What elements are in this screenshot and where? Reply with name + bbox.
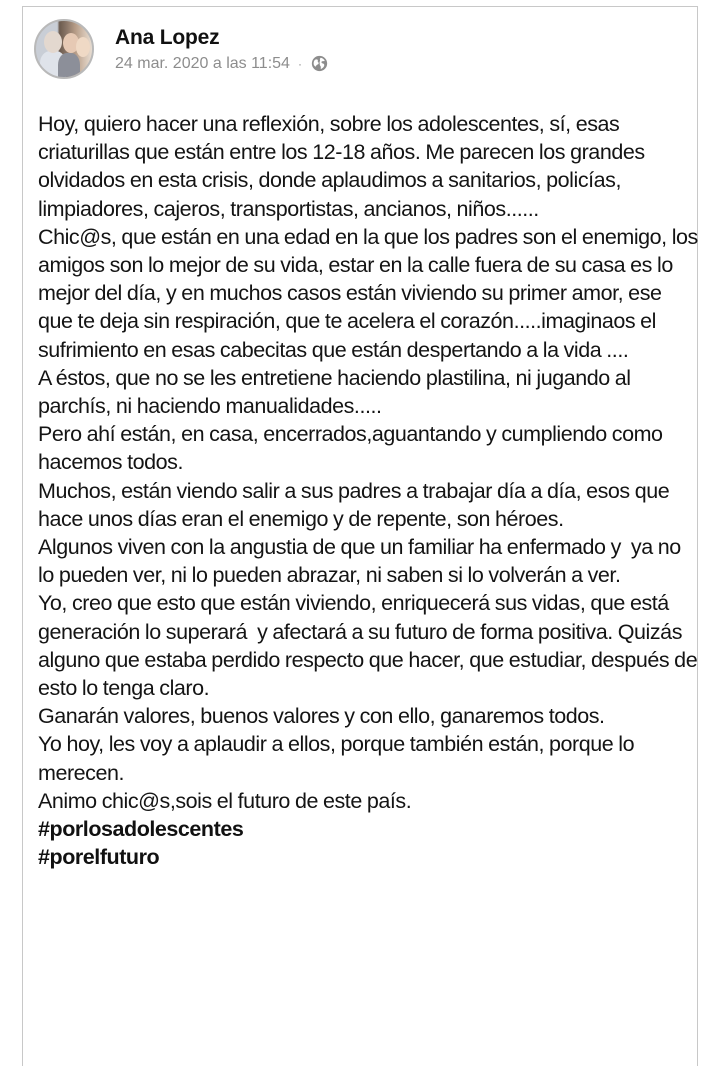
avatar-figure xyxy=(58,53,80,79)
post-paragraph: Hoy, quiero hacer una reflexión, sobre los adolescentes, sí, esas criaturillas que están entre los 12-18 años. Me parecen los grandes olvidados en esta crisis, donde aplaudimos a sanitarios, policías, limpiadores, cajeros, transportistas, ancianos, niños...... xyxy=(38,112,650,221)
hashtag-link-porelfuturo[interactable]: #porelfuturo xyxy=(38,845,160,870)
post-body xyxy=(38,110,703,871)
post-header xyxy=(34,19,328,79)
author-avatar[interactable] xyxy=(34,19,94,79)
post-subline xyxy=(115,54,328,74)
post-paragraph: Muchos, están viendo salir a sus padres a trabajar día a día, esos que hace unos días eran el enemigo y de repente, son héroes. xyxy=(38,478,675,531)
post-paragraph: Ganarán valores, buenos valores y con ello, ganaremos todos. xyxy=(38,704,605,729)
post-meta xyxy=(115,25,328,74)
post-paragraph: Chic@s, que están en una edad en la que los padres son el enemigo, los amigos son lo mejor de su vida, estar en la calle fuera de su casa es lo mejor del día, y en muchos casos están viviendo su primer amor, ese que te deja sin respiración, que te acelera el corazón.....imaginaos el sufrimiento en esas cabecitas que están despertando a la vida .... xyxy=(38,224,703,362)
post-paragraph: Yo, creo que esto que están viviendo, enriquecerá sus vidas, que está generación lo superará y afectará a su futuro de forma positiva. Quizás alguno que estaba perdido respecto que hacer, que estudiar, después de esto lo tenga claro. xyxy=(38,591,703,701)
post-paragraph: Yo hoy, les voy a aplaudir a ellos, porque también están, porque lo merecen. xyxy=(38,732,640,785)
separator-dot: · xyxy=(297,56,302,71)
post-paragraph: Algunos viven con la angustia de que un familiar ha enfermado y ya no lo pueden ver, ni lo pueden abrazar, ni saben si lo volverán a ver. xyxy=(38,535,686,588)
hashtag-link-porlosadolescentes[interactable]: #porlosadolescentes xyxy=(38,817,244,842)
author-name[interactable]: Ana Lopez xyxy=(115,25,220,49)
post-card xyxy=(22,6,703,1066)
post-paragraph: Pero ahí están, en casa, encerrados,aguantando y cumpliendo como hacemos todos. xyxy=(38,422,668,475)
post-paragraph: Animo chic@s,sois el futuro de este país. xyxy=(38,788,412,813)
post-paragraph: A éstos, que no se les entretiene haciendo plastilina, ni jugando al parchís, ni haciendo manualidades..... xyxy=(38,365,636,419)
avatar-figure xyxy=(76,37,90,57)
avatar-figure xyxy=(44,31,62,53)
post-timestamp[interactable]: 24 mar. 2020 a las 11:54 xyxy=(115,54,290,72)
globe-icon[interactable] xyxy=(311,55,328,72)
